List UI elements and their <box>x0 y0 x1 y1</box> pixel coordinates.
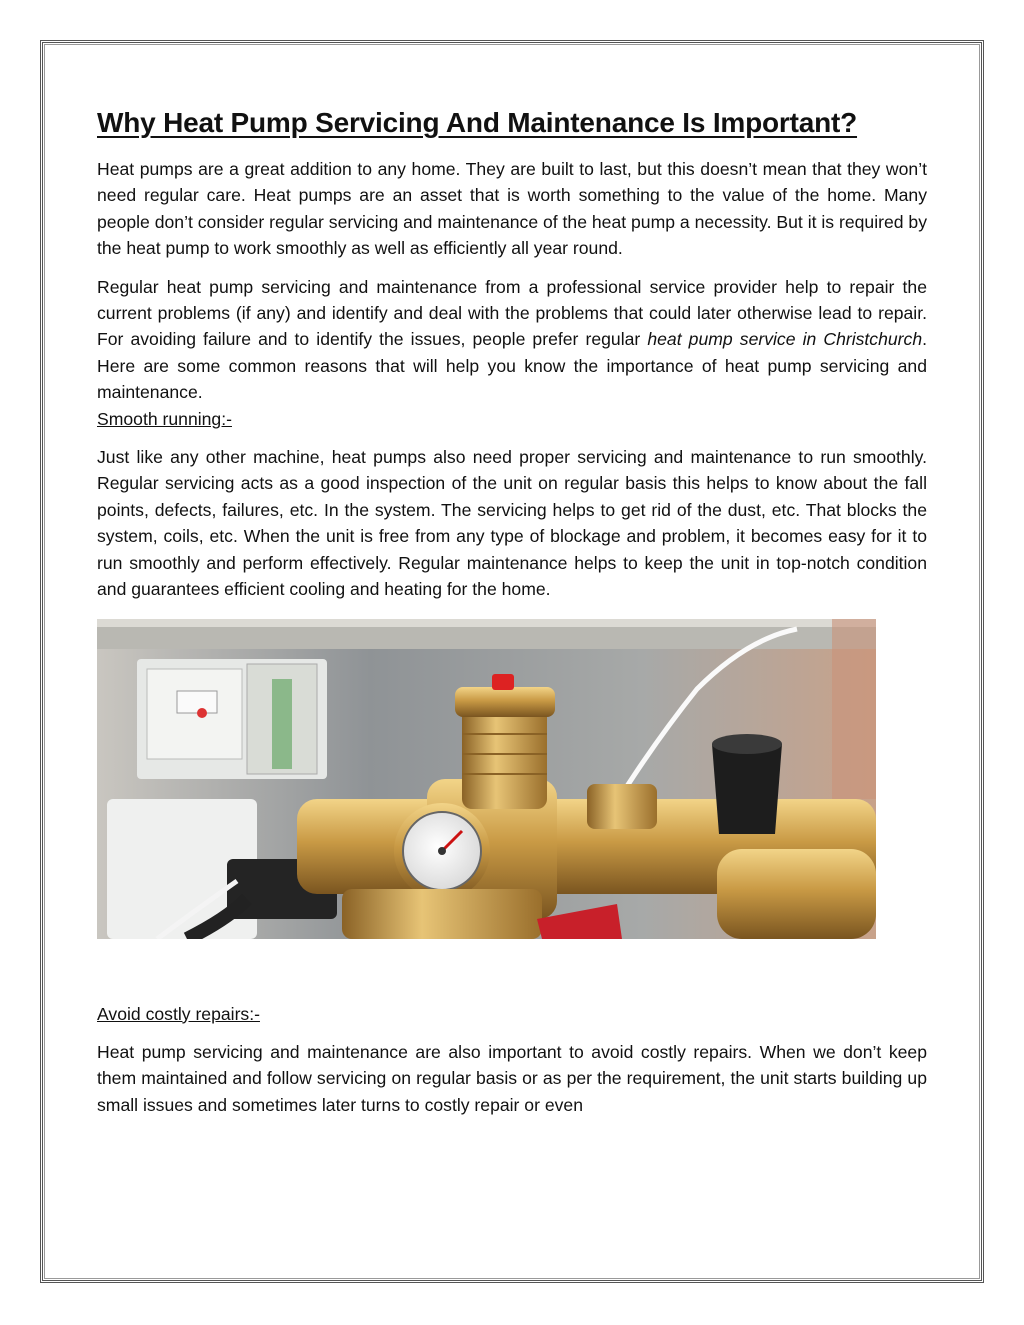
article-title: Why Heat Pump Servicing And Maintenance Is Important? <box>97 107 858 138</box>
intro-paragraph: Heat pumps are a great addition to any home. They are built to last, but this doesn’t mean that they won’t need regular care. Heat pumps are an asset that is worth something to the value of the home. Many people don’t consider regular servicing and maintenance of the heat pump a necessity. But it is required by the heat pump to work smoothly as well as efficiently all year round. <box>97 159 927 259</box>
avoid-costly-repairs-paragraph: Heat pump servicing and maintenance are also important to avoid costly repairs. When we don’t keep them maintained and follow servicing on regular basis or as per the requirement, the unit starts building up small issues and sometimes later turns to costly repair or even <box>97 1041 927 1115</box>
section-heading-smooth-running: Smooth running:- <box>97 408 232 429</box>
heat-pump-valves-photo <box>97 619 876 939</box>
service-paragraph-text-end: . Here are some common reasons that will help you know the importance of heat pump servicing and maintenance. <box>97 329 927 403</box>
service-paragraph-text-start: Regular heat pump servicing and maintenance from a professional service provider help to repair the current problems (if any) and identify and deal with the problems that could later otherwise lead to repair. For avoiding failure and to identify the issues, people prefer regular <box>97 276 927 350</box>
section-heading-avoid-costly-repairs: Avoid costly repairs:- <box>97 1003 260 1024</box>
smooth-running-paragraph: Just like any other machine, heat pumps also need proper servicing and maintenance to run smoothly. Regular servicing acts as a good inspection of the unit on regular basis this helps to know about the fall points, defects, failures, etc. In the system. The servicing helps to get rid of the dust, etc. That blocks the system, coils, etc. When the unit is free from any type of blockage and problem, it becomes easy for it to run smoothly and perform effectively. Regular maintenance helps to keep the unit in top-notch condition and guarantees efficient cooling and heating for the home. <box>97 447 927 600</box>
service-paragraph <box>97 274 927 406</box>
service-link-text: heat pump service in Christchurch <box>647 329 923 350</box>
article-content <box>97 104 927 1118</box>
